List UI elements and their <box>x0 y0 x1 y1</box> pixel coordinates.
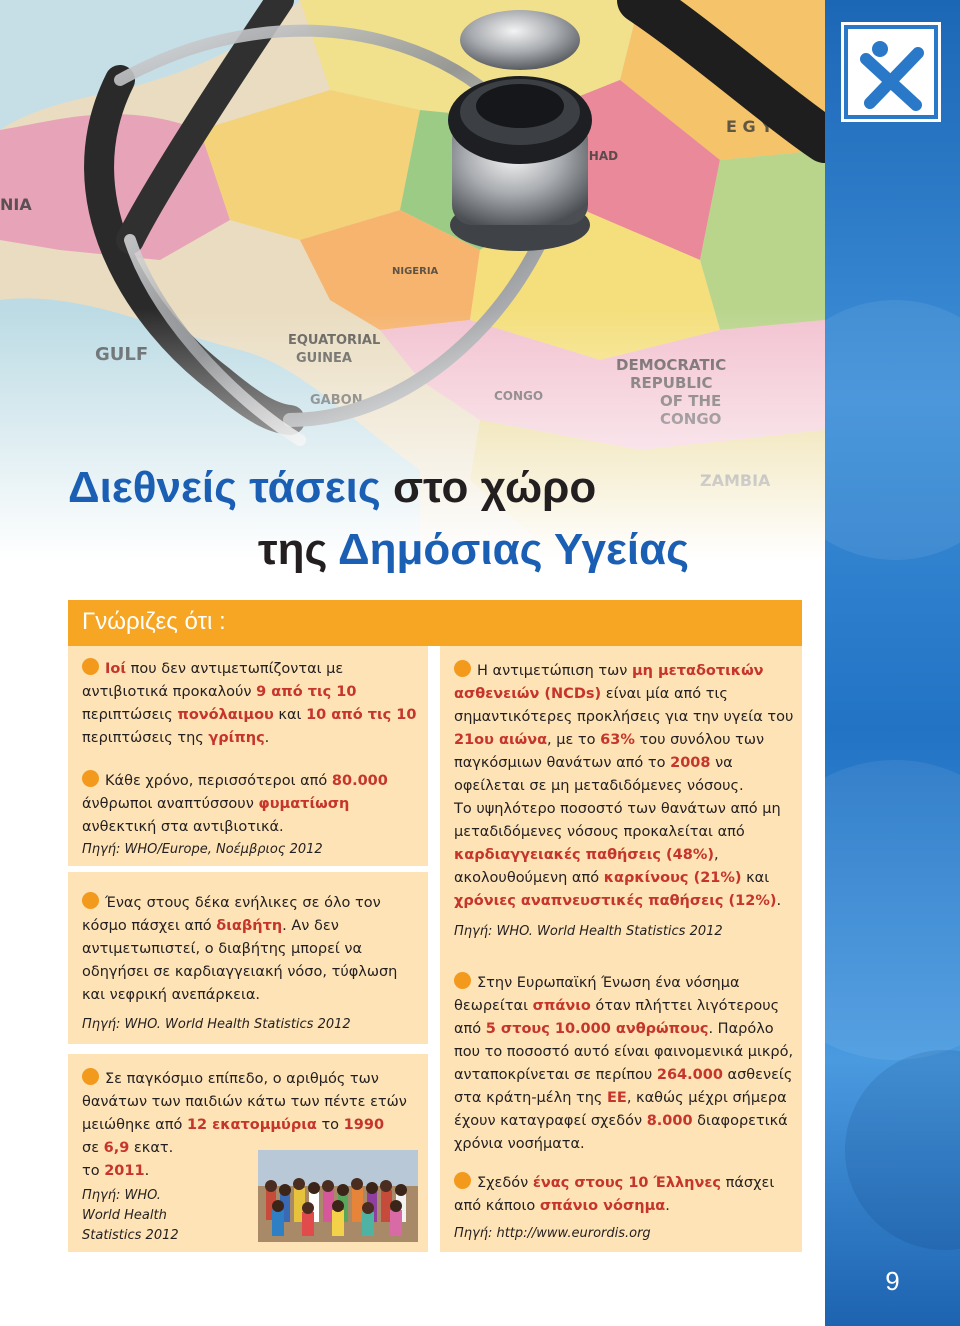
fact-text: περιπτώσεις <box>82 707 178 723</box>
fact-text: . <box>665 1198 670 1214</box>
page-title-line-2 <box>258 524 818 576</box>
page-number: 9 <box>885 1266 900 1296</box>
fact-text: ανθεκτική στα αντιβιοτικά. <box>82 819 284 835</box>
bullet-icon <box>82 658 99 675</box>
fact-text: πάσχει από κάποιο <box>454 1175 775 1214</box>
fact-text: . <box>776 893 782 909</box>
fact-text: περιπτώσεις της <box>82 730 209 746</box>
bullet-icon <box>82 892 99 909</box>
emphasis: 80.000 <box>331 773 388 789</box>
emphasis: διαβήτη <box>216 918 283 934</box>
fact-tuberculosis <box>82 770 417 839</box>
fact-text: που δεν αντιμετωπίζονται με αντιβιοτικά προκαλούν <box>82 661 344 700</box>
emphasis: χρόνιες αναπνευστικές παθήσεις <box>454 893 724 909</box>
source-citation: Πηγή: http://www.eurordis.org <box>454 1226 651 1241</box>
sidebar-decoration <box>845 1050 960 1250</box>
emphasis: πονόλαιμου <box>177 707 274 723</box>
source-line: Πηγή: WHO. <box>82 1188 161 1203</box>
emphasis: Ιοί <box>105 661 127 677</box>
emphasis: (12%) <box>723 893 777 909</box>
fact-text: όταν πλήττει λιγότερους από <box>454 998 780 1037</box>
emphasis: 264.000 <box>656 1067 723 1083</box>
emphasis: 9 από τις 10 <box>256 684 357 700</box>
emphasis: 2011 <box>104 1163 145 1179</box>
children-photo <box>258 1150 418 1242</box>
source-citation: Πηγή: WHO. World Health Statistics 2012 <box>454 924 723 939</box>
source-citation: Πηγή: WHO. World Health Statistics 2012 <box>82 1017 351 1032</box>
fact-text: , ακολουθούμενη από <box>454 847 719 886</box>
emphasis: 6,9 <box>103 1140 130 1156</box>
emphasis: σπάνιο νόσημα <box>539 1198 666 1214</box>
fact-text: . Παρόλο που το ποσοστό αυτό είναι φαινομενικά μικρό, ανταποκρίνεται σε περίπου <box>454 1021 794 1083</box>
emphasis: καρδιαγγειακές παθήσεις <box>454 847 661 863</box>
bullet-icon <box>454 972 471 989</box>
fact-text: άνθρωποι αναπτύσσουν <box>82 796 259 812</box>
bullet-icon <box>454 1172 471 1189</box>
fact-text: . Αν δεν αντιμετωπιστεί, ο διαβήτης μπορεί να οδηγήσει σε καρδιαγγειακή νόσο, τύφλωση και νεφρική ανεπάρκεια. <box>82 918 398 1003</box>
fact-rare-diseases-eu <box>454 972 794 1156</box>
emphasis: 1990 <box>343 1117 385 1133</box>
fact-text: ασθενείς στα κράτη-μέλη της <box>454 1067 793 1106</box>
fact-text: Το υψηλότερο ποσοστό των θανάτων από μη μεταδιδόμενες νόσους προκαλείται από <box>454 801 781 840</box>
emphasis: 5 στους 10.000 ανθρώπους <box>485 1021 709 1037</box>
source-line: Statistics 2012 <box>82 1228 179 1243</box>
fact-text: και <box>273 707 307 723</box>
banner-label: Γνώριζες ότι : <box>82 608 226 635</box>
fact-box-diabetes <box>68 872 428 1044</box>
title-part: στο χώρο <box>392 463 597 512</box>
fact-text: του συνόλου των παγκόσμιων θανάτων από το <box>454 732 765 771</box>
fact-text: διαφορετικά χρόνια νοσήματα. <box>454 1113 788 1152</box>
title-part: της <box>258 525 338 574</box>
title-part: Δημόσιας Υγείας <box>338 525 690 574</box>
emphasis: (21%) <box>688 870 742 886</box>
fact-box-child-mortality <box>68 1054 428 1252</box>
sidebar-decoration <box>825 300 960 560</box>
logo-figure-icon <box>844 25 938 119</box>
fact-text: Η αντιμετώπιση των <box>477 663 632 679</box>
emphasis: γρίπης <box>208 730 265 746</box>
children-group-illustration <box>258 1150 418 1242</box>
fact-viruses <box>82 658 417 750</box>
fact-diabetes <box>82 892 417 1007</box>
source-line: World Health <box>82 1208 167 1223</box>
emphasis: 10 από τις 10 <box>306 707 417 723</box>
emphasis: σπάνιο <box>532 998 591 1014</box>
page-title-line-1 <box>68 462 808 514</box>
fact-box-ncds-rare-diseases <box>440 646 802 1252</box>
emphasis: μη μεταδοτικών ασθενειών (NCDs) <box>454 663 764 702</box>
fact-box-antibiotics <box>68 646 428 866</box>
title-part: Διεθνείς τάσεις <box>68 463 393 512</box>
right-sidebar <box>825 0 960 1326</box>
source-citation <box>82 1186 202 1246</box>
bullet-icon <box>82 770 99 787</box>
emphasis: 2008 <box>670 755 711 771</box>
emphasis: (48%) <box>661 847 715 863</box>
emphasis: 8.000 <box>646 1113 693 1129</box>
source-citation: Πηγή: WHO/Europe, Νοέμβριος 2012 <box>82 842 323 857</box>
fact-text: εκατ. <box>129 1140 174 1156</box>
emphasis: φυματίωση <box>258 796 350 812</box>
emphasis: 63% <box>600 732 635 748</box>
fact-text: το <box>316 1117 344 1133</box>
emphasis: ένας στους 10 Έλληνες <box>532 1175 722 1191</box>
sidebar-decoration <box>825 760 960 1060</box>
emphasis: 12 εκατομμύρια <box>186 1117 317 1133</box>
fact-text: Ένας στους δέκα ενήλικες σε όλο τον κόσμο πάσχει από <box>82 895 381 934</box>
emphasis: καρκίνους <box>603 870 689 886</box>
bullet-icon <box>454 660 471 677</box>
fact-text: . <box>144 1163 150 1179</box>
organization-logo <box>841 22 941 122</box>
fact-text: σε <box>82 1140 104 1156</box>
fact-text: Στην Ευρωπαϊκή Ένωση ένα νόσημα θεωρείται <box>454 975 740 1014</box>
fact-text: Κάθε χρόνο, περισσότεροι από <box>105 773 332 789</box>
fact-text: . <box>264 730 270 746</box>
fact-text: , καθώς μέχρι σήμερα έχουν καταγραφεί σχεδόν <box>454 1090 787 1129</box>
bullet-icon <box>82 1068 99 1085</box>
emphasis: ΕΕ <box>607 1090 627 1106</box>
emphasis: 21ου αιώνα <box>454 732 548 748</box>
fact-text: , με το <box>547 732 601 748</box>
fact-text: είναι μία από τις σημαντικότερες προκλήσεις για την υγεία του <box>454 686 794 725</box>
fact-text: Σχεδόν <box>477 1175 533 1191</box>
fact-ncds <box>454 660 794 913</box>
fact-rare-diseases-greece <box>454 1172 794 1218</box>
fact-text: το <box>82 1163 105 1179</box>
did-you-know-banner <box>68 600 802 646</box>
fact-text: και <box>741 870 770 886</box>
fact-text: Σε παγκόσμιο επίπεδο, ο αριθμός των θανάτων των παιδιών κάτω των πέντε ετών μειώθηκε από <box>82 1071 407 1133</box>
fact-text: να οφείλεται σε μη μεταδιδόμενες νόσους. <box>454 755 744 794</box>
